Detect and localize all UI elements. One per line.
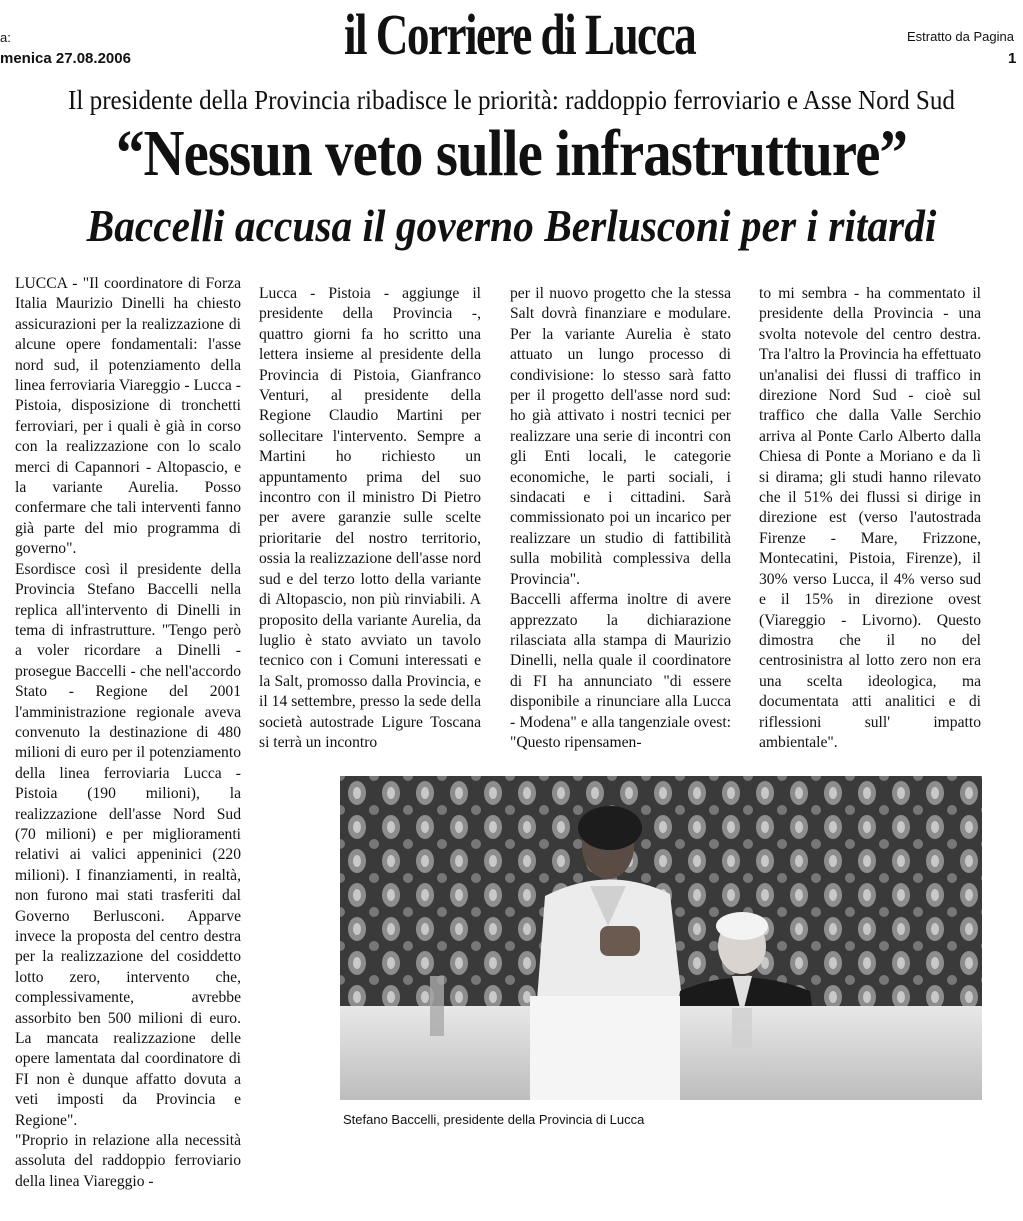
newspaper-masthead: il Corriere di Lucca (344, 2, 696, 67)
article-column-4 (759, 284, 981, 753)
paragraph: Baccelli afferma inoltre di avere apprezzato la dichiarazione rilasciata alla stampa di Maurizio Dinelli, nella quale il coordinatore di FI ha annunciato "di essere disponibile a rinunciare alla Lucca - Modena" e alla tangenziale ovest: "Questo ripensamen- (510, 591, 731, 751)
article-subheadline: Baccelli accusa il governo Berlusconi per i ritardi (86, 201, 937, 251)
article-column-2 (259, 284, 481, 753)
edition-date: menica 27.08.2006 (0, 50, 131, 67)
photo-caption: Stefano Baccelli, presidente della Provincia di Lucca (343, 1112, 645, 1127)
paragraph: "Proprio in relazione alla necessità assoluta del raddoppio ferroviario della linea Viareggio - (15, 1132, 241, 1190)
article-headline: “Nessun veto sulle infrastrutture” (115, 117, 908, 190)
extract-label: Estratto da Pagina (907, 29, 1014, 44)
article-kicker: Il presidente della Provincia ribadisce le priorità: raddoppio ferroviario e Asse Nord Sud (68, 85, 955, 115)
photo-illustration (340, 776, 982, 1100)
header-left-label: a: (0, 30, 11, 45)
article-photo (340, 776, 982, 1100)
paragraph: LUCCA - "Il coordinatore di Forza Italia Maurizio Dinelli ha chiesto assicurazioni per la realizzazione di alcune opere fondamentali: l'asse nord sud, il potenziamento della linea ferroviaria Viareggio - Lucca - Pistoia, disposizione di tronchetti ferroviari, per i quali è già in corso con la realizzazione con lo scalo merci di Capannori - Altopascio, e la variante Aurelia. Posso confermare che tali interventi fanno già parte del mio programma di governo". (15, 275, 241, 558)
article-column-3 (510, 284, 731, 753)
paragraph: Esordisce così il presidente della Provincia Stefano Baccelli nella replica all'intervento di Dinelli in tema di infrastrutture. "Tengo però a voler ricordare a Dinelli - prosegue Baccelli - che nell'accordo Stato - Regione del 2001 l'amministrazione regionale aveva convenuto la destinazione di 480 milioni di euro per il potenziamento della linea ferroviaria Lucca - Pistoia (190 milioni), la realizzazione dell'asse Nord Sud (70 milioni) e per miglioramenti relativi ai valici appeninici (220 milioni). I finanziamenti, in realtà, non furono mai stati trasferiti dal Governo Berlusconi. Apparve invece la proposta del centro destra per la realizzazione del cosiddetto lotto zero, intervento che, complessivamente, avrebbe assorbito ben 500 milioni di euro. La mancata realizzazione delle opere lamentata dal coordinatore di FI non è dunque affatto dovuta a veti imposti da Provincia e Regione". (15, 560, 241, 1129)
paragraph: to mi sembra - ha commentato il presidente della Provincia - una svolta notevole del centro destra. Tra l'altro la Provincia ha effettuato un'analisi dei flussi di traffico in direzione Nord Sud - cioè sul traffico che dalla Valle Serchio arriva al Ponte Carlo Alberto dalla Chiesa di Ponte a Moriano e da lì si dirama; gli studi hanno rilevato che il 51% dei flussi si dirige in direzione est (verso l'autostrada Firenze - Mare, Frizzone, Montecatini, Pistoia, Firenze), il 30% verso Lucca, il 4% verso sud e il 15% in direzione ovest (Viareggio - Livorno). Questo dimostra che il no del centrosinistra al lotto zero non era una scelta ideologica, ma documentata atti analitici e di riflessioni sull' impatto ambientale". (759, 285, 981, 751)
article-column-1 (15, 274, 241, 1192)
paragraph: per il nuovo progetto che la stessa Salt dovrà finanziare e modulare. Per la variante Aurelia è stato attuato un lungo processo di condivisione: lo stesso sarà fatto per il progetto dell'asse nord sud: ho già attivato i nostri tecnici per realizzare una serie di incontri con gli Enti locali, le categorie economiche, le parti sociali, i sindacati e i cittadini. Sarà commissionato poi un incarico per realizzare un studio di fattibilità sulla mobilità complessiva della Provincia". (510, 285, 731, 588)
paragraph: Lucca - Pistoia - aggiunge il presidente della Provincia -, quattro giorni fa ho scritto una lettera insieme al presidente della Provincia di Pistoia, Gianfranco Venturi, al presidente della Regione Claudio Martini per sollecitare l'intervento. Sempre a Martini ho richiesto un appuntamento prima del suo incontro con il ministro Di Pietro per avere garanzie sulle scelte prioritarie del nostro territorio, ossia la realizzazione dell'asse nord sud e del terzo lotto della variante di Altopascio, non più rinviabili. A proposito della variante Aurelia, da luglio è stato avviato un tavolo tecnico con i Comuni interessati e la Salt, promosso dalla Provincia, e il 14 settembre, presso la sede della società autostrade Ligure Toscana si terrà un incontro (259, 285, 481, 751)
page-number: 1 (1008, 50, 1017, 67)
